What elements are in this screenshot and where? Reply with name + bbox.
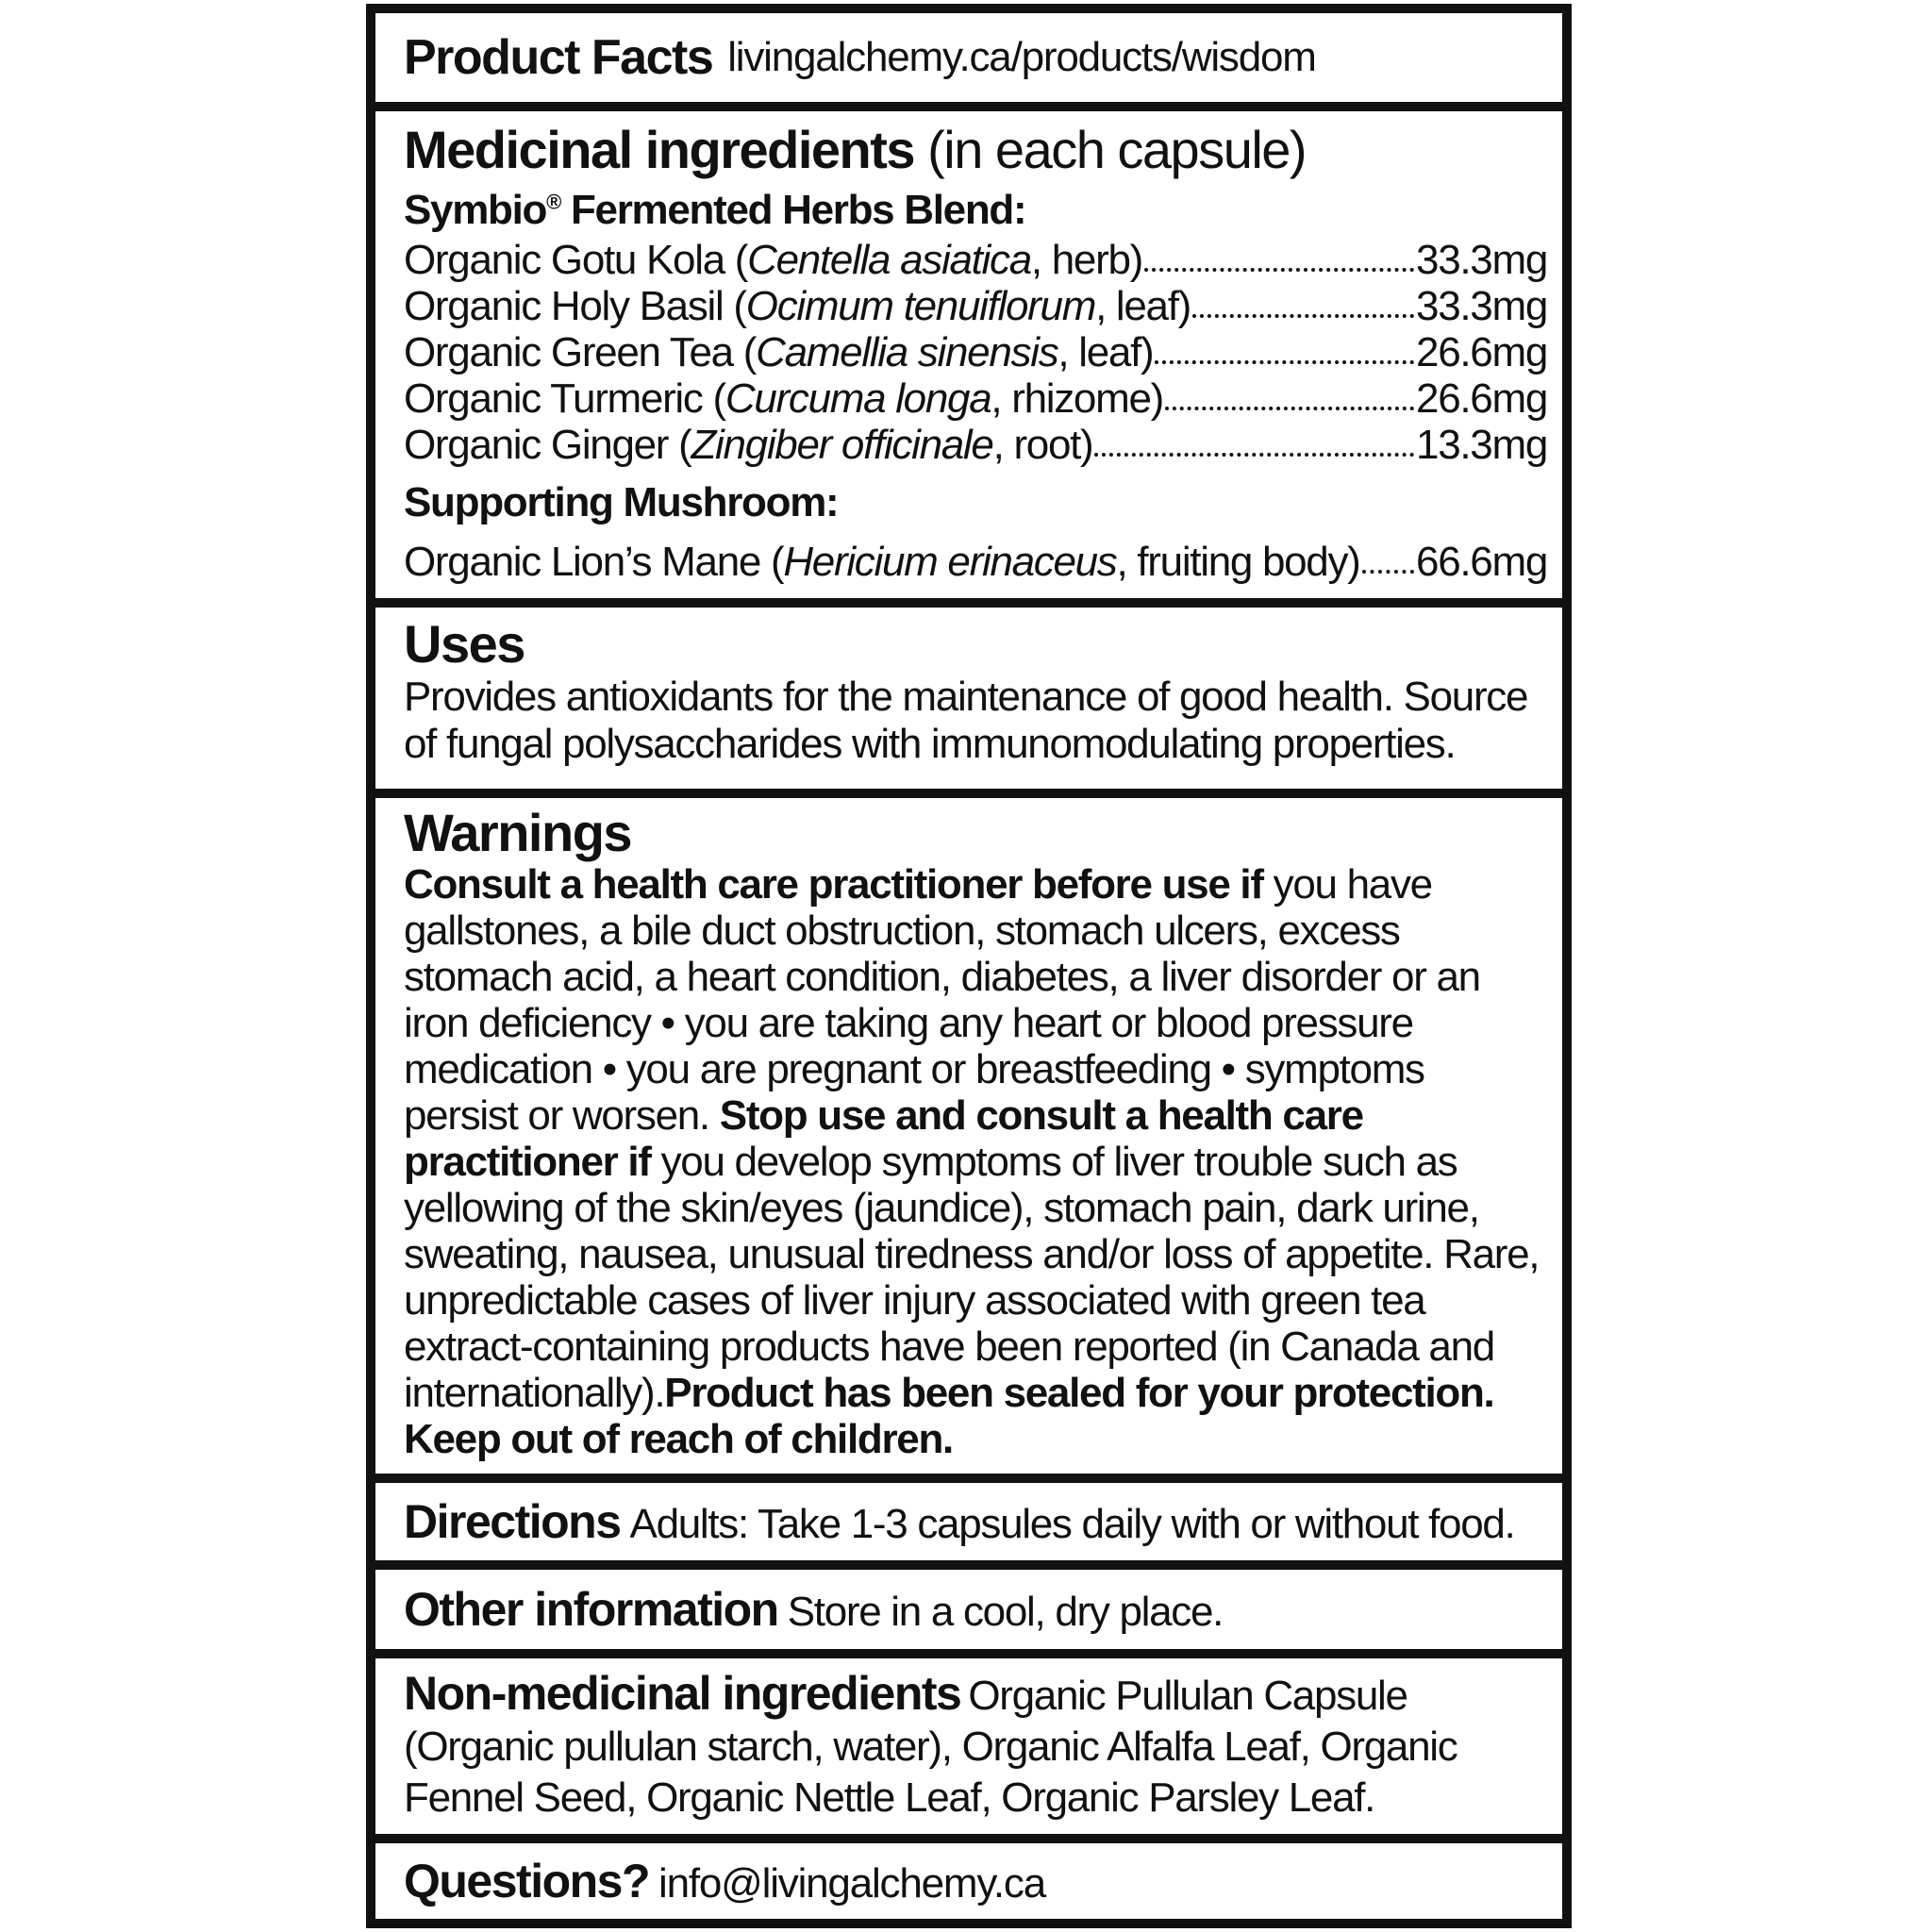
medicinal-subtitle: (in each capsule) xyxy=(927,120,1307,179)
warning-text-liver: you develop symptoms of liver trouble such as yellowing of the skin/eyes (jaundice), stomach pain, dark urine, sweating, nausea, unusual tiredness and/or loss of appetite. Rare, unpredictable cases of liver injury associated with green tea extract-containing products have been reported (in Canada and internationally). xyxy=(404,1138,1540,1416)
blend-title-rest: Fermented Herbs Blend: xyxy=(560,187,1026,234)
other-information-text: Store in a cool, dry place. xyxy=(787,1589,1224,1635)
medicinal-title: Medicinal ingredients xyxy=(404,120,915,179)
non-medicinal-title: Non-medicinal ingredients xyxy=(404,1667,961,1720)
header-section xyxy=(375,13,1562,102)
ingredient-row xyxy=(404,539,1547,585)
registered-mark: ® xyxy=(546,190,561,214)
uses-title: Uses xyxy=(404,614,525,674)
other-information-section xyxy=(375,1570,1562,1649)
ingredient-row xyxy=(404,422,1547,468)
warning-bold-stop: Stop use and consult a health care practitioner if xyxy=(404,1091,1363,1185)
ingredient-amount: 26.6mg xyxy=(1416,329,1547,376)
directions-section xyxy=(375,1483,1562,1560)
ingredient-amount: 33.3mg xyxy=(1416,283,1547,330)
product-facts-title: Product Facts xyxy=(404,30,713,85)
leader-dots xyxy=(1144,268,1414,272)
questions-title: Questions? xyxy=(404,1855,650,1907)
questions-section xyxy=(375,1843,1562,1919)
warnings-text xyxy=(404,861,1547,1462)
ingredient-name: Organic Gotu Kola (Centella asiatica, herb) xyxy=(404,237,1142,284)
medicinal-heading xyxy=(404,119,1547,181)
ingredient-name: Organic Lion’s Mane (Hericium erinaceus, fruiting body) xyxy=(404,539,1360,586)
ingredient-row xyxy=(404,329,1547,375)
ingredient-amount: 26.6mg xyxy=(1416,375,1547,423)
ingredient-amount: 66.6mg xyxy=(1416,539,1547,586)
warnings-title: Warnings xyxy=(404,803,632,862)
leader-dots xyxy=(1192,314,1414,318)
warning-bold-sealed: Product has been sealed for your protection. Keep out of reach of children. xyxy=(404,1369,1494,1462)
contact-email[interactable]: info@livingalchemy.ca xyxy=(658,1860,1045,1907)
uses-section xyxy=(375,608,1562,789)
ingredient-amount: 33.3mg xyxy=(1416,237,1547,284)
ingredient-name: Organic Holy Basil (Ocimum tenuiflorum, leaf) xyxy=(404,283,1191,330)
blend-title xyxy=(404,183,1547,237)
leader-dots xyxy=(1155,360,1414,364)
ingredient-row xyxy=(404,237,1547,283)
non-medicinal-section xyxy=(375,1658,1562,1834)
blend-name: Symbio xyxy=(404,187,547,234)
directions-title: Directions xyxy=(404,1495,621,1548)
ingredient-name: Organic Green Tea (Camellia sinensis, leaf) xyxy=(404,329,1154,376)
warnings-section xyxy=(375,798,1562,1474)
uses-text: Provides antioxidants for the maintenance of good health. Source of fungal polysaccharides with immunomodulating properties. xyxy=(404,673,1528,767)
leader-dots xyxy=(1094,453,1414,457)
non-medicinal-text: Organic Pullulan Capsule (Organic pullulan starch, water), Organic Alfalfa Leaf, Organic Fennel Seed, Organic Nettle Leaf, Organic Parsley Leaf. xyxy=(404,1673,1457,1821)
ingredient-name: Organic Turmeric (Curcuma longa, rhizome) xyxy=(404,375,1163,423)
warning-bold-consult: Consult a health care practitioner before use if xyxy=(404,860,1263,908)
leader-dots xyxy=(1165,407,1414,410)
warning-text-conditions: you have gallstones, a bile duct obstruction, stomach ulcers, excess stomach acid, a heart condition, diabetes, a liver disorder or an iron deficiency • you are taking any heart or blood pressure medication • you are pregnant or breastfeeding • symptoms persist or worsen. xyxy=(404,860,1480,1139)
product-url[interactable]: livingalchemy.ca/products/wisdom xyxy=(727,34,1316,80)
mushroom-title: Supporting Mushroom: xyxy=(404,479,839,526)
ingredient-row xyxy=(404,283,1547,329)
directions-text: Adults: Take 1-3 capsules daily with or without food. xyxy=(629,1501,1515,1547)
ingredient-name: Organic Ginger (Zingiber officinale, root) xyxy=(404,422,1093,469)
medicinal-ingredients-section xyxy=(375,111,1562,598)
other-information-title: Other information xyxy=(404,1583,778,1636)
product-facts-label xyxy=(366,4,1572,1928)
ingredient-row xyxy=(404,375,1547,422)
leader-dots xyxy=(1362,570,1415,574)
ingredient-amount: 13.3mg xyxy=(1416,422,1547,469)
